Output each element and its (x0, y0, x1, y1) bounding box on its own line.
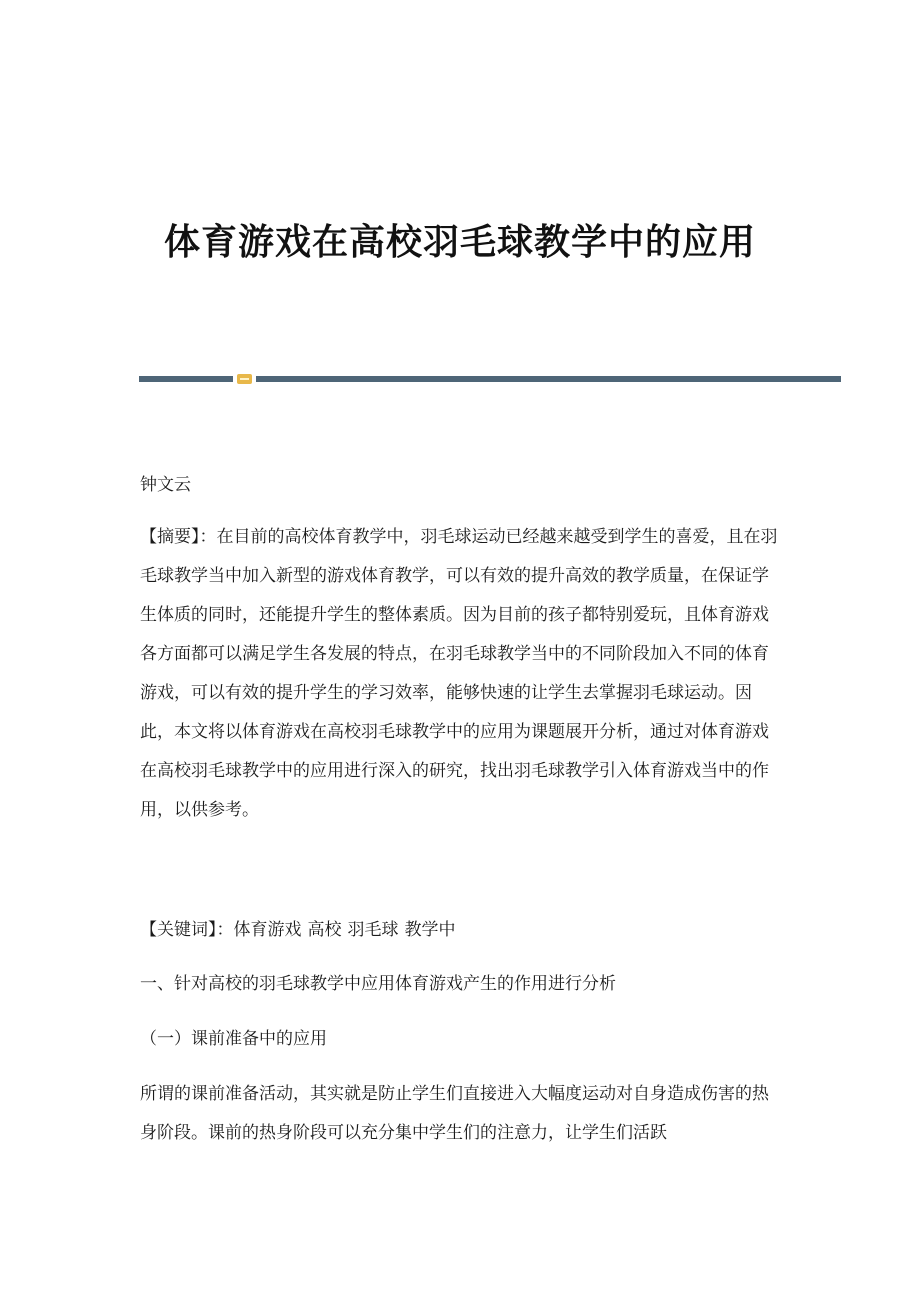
title-divider (139, 374, 841, 384)
keyword: 体育游戏 (233, 920, 302, 940)
subsection-heading: （一）课前准备中的应用 (140, 1029, 327, 1049)
abstract-text: ：在目前的高校体育教学中，羽毛球运动已经越来越受到学生的喜爱，且在羽毛球教学当中加入新型的游戏体育教学，可以有效的提升高效的教学质量，在保证学生体质的同时，还能提升学生的整体素质。因为目前的孩子都特别爱玩，且体育游戏各方面都可以满足学生各发展的特点，在羽毛球教学当中的不同阶段加入不同的体育游戏，可以有效的提升学生的学习效率，能够快速的让学生去掌握羽毛球运动。因此，本文将以体育游戏在高校羽毛球教学中的应用为课题展开分析，通过对体育游戏在高校羽毛球教学中的应用进行深入的研究，找出羽毛球教学引入体育游戏当中的作用，以供参考。 (140, 527, 778, 820)
divider-emblem-icon (237, 374, 252, 384)
keywords (140, 911, 780, 950)
abstract-label: 【摘要】 (140, 527, 200, 547)
body-paragraph: 所谓的课前准备活动，其实就是防止学生们直接进入大幅度运动对自身造成伤害的热身阶段。课前的热身阶段可以充分集中学生们的注意力，让学生们活跃 (140, 1084, 769, 1143)
divider-bar-left (139, 376, 233, 382)
abstract (140, 518, 780, 830)
keyword: 高校 (307, 920, 342, 940)
keyword: 羽毛球 (347, 920, 399, 940)
document-title: 体育游戏在高校羽毛球教学中的应用 (163, 221, 756, 263)
divider-bar-right (256, 376, 841, 382)
section-heading: 一、针对高校的羽毛球教学中应用体育游戏产生的作用进行分析 (140, 974, 616, 994)
keywords-label: 【关键词】： (140, 920, 234, 940)
author-name: 钟文云 (140, 475, 191, 495)
keyword: 教学中 (404, 920, 456, 940)
